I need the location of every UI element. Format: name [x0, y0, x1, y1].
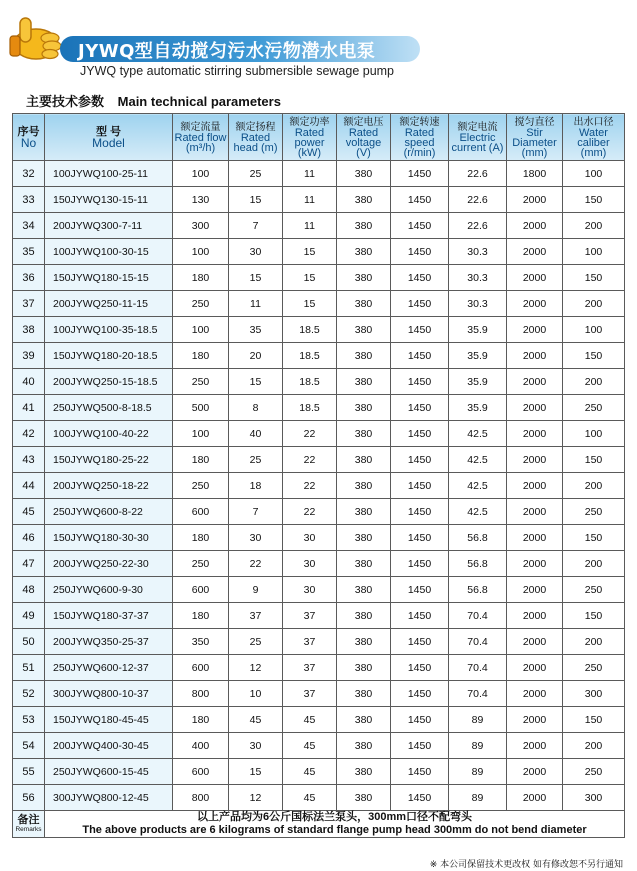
- table-row: [13, 759, 625, 785]
- cell-stir-diameter: 2000: [507, 525, 563, 551]
- cell-voltage: 380: [337, 473, 391, 499]
- table-row: [13, 473, 625, 499]
- cell-stir-diameter: 2000: [507, 473, 563, 499]
- cell-current: 70.4: [449, 629, 507, 655]
- cell-model: 200JYWQ250-18-22: [45, 473, 173, 499]
- cell-model: 250JYWQ500-8-18.5: [45, 395, 173, 421]
- cell-stir-diameter: 2000: [507, 785, 563, 811]
- cell-no: 53: [13, 707, 45, 733]
- cell-stir-diameter: 2000: [507, 629, 563, 655]
- cell-current: 42.5: [449, 499, 507, 525]
- cell-no: 42: [13, 421, 45, 447]
- cell-water-caliber: 150: [563, 525, 625, 551]
- cell-no: 47: [13, 551, 45, 577]
- cell-water-caliber: 150: [563, 707, 625, 733]
- cell-model: 100JYWQ100-35-18.5: [45, 317, 173, 343]
- cell-no: 44: [13, 473, 45, 499]
- cell-model: 150JYWQ180-20-18.5: [45, 343, 173, 369]
- cell-no: 54: [13, 733, 45, 759]
- cell-head: 12: [229, 785, 283, 811]
- cell-power: 22: [283, 447, 337, 473]
- cell-stir-diameter: 2000: [507, 187, 563, 213]
- cell-head: 25: [229, 161, 283, 187]
- cell-head: 35: [229, 317, 283, 343]
- cell-speed: 1450: [391, 161, 449, 187]
- cell-model: 250JYWQ600-8-22: [45, 499, 173, 525]
- table-row: [13, 785, 625, 811]
- cell-no: 35: [13, 239, 45, 265]
- cell-voltage: 380: [337, 785, 391, 811]
- cell-water-caliber: 200: [563, 369, 625, 395]
- cell-voltage: 380: [337, 525, 391, 551]
- cell-head: 45: [229, 707, 283, 733]
- cell-model: 250JYWQ600-15-45: [45, 759, 173, 785]
- cell-water-caliber: 250: [563, 499, 625, 525]
- cell-head: 10: [229, 681, 283, 707]
- cell-current: 70.4: [449, 681, 507, 707]
- table-row: [13, 499, 625, 525]
- cell-head: 15: [229, 265, 283, 291]
- cell-power: 22: [283, 499, 337, 525]
- cell-speed: 1450: [391, 499, 449, 525]
- cell-flow: 600: [173, 577, 229, 603]
- cell-no: 52: [13, 681, 45, 707]
- cell-no: 55: [13, 759, 45, 785]
- cell-current: 56.8: [449, 551, 507, 577]
- cell-no: 48: [13, 577, 45, 603]
- cell-stir-diameter: 2000: [507, 551, 563, 577]
- cell-speed: 1450: [391, 343, 449, 369]
- cell-speed: 1450: [391, 733, 449, 759]
- table-row: [13, 265, 625, 291]
- cell-no: 56: [13, 785, 45, 811]
- table-row: [13, 161, 625, 187]
- cell-head: 18: [229, 473, 283, 499]
- cell-voltage: 380: [337, 681, 391, 707]
- table-row: [13, 733, 625, 759]
- cell-speed: 1450: [391, 629, 449, 655]
- cell-current: 89: [449, 785, 507, 811]
- cell-speed: 1450: [391, 681, 449, 707]
- table-row: [13, 577, 625, 603]
- cell-no: 33: [13, 187, 45, 213]
- cell-stir-diameter: 2000: [507, 421, 563, 447]
- cell-water-caliber: 250: [563, 759, 625, 785]
- column-header-voltage: 额定电压 Rated voltage (V): [337, 114, 391, 161]
- column-header-current: 额定电流 Electric current (A): [449, 114, 507, 161]
- table-row: [13, 187, 625, 213]
- cell-power: 15: [283, 239, 337, 265]
- table-row: [13, 681, 625, 707]
- cell-speed: 1450: [391, 525, 449, 551]
- cell-model: 150JYWQ180-45-45: [45, 707, 173, 733]
- cell-power: 18.5: [283, 395, 337, 421]
- cell-voltage: 380: [337, 291, 391, 317]
- cell-head: 11: [229, 291, 283, 317]
- page-subtitle: JYWQ type automatic stirring submersible sewage pump: [80, 64, 395, 78]
- cell-head: 15: [229, 759, 283, 785]
- column-header-head: 额定扬程 Rated head (m): [229, 114, 283, 161]
- cell-current: 22.6: [449, 187, 507, 213]
- table-row: [13, 317, 625, 343]
- cell-stir-diameter: 2000: [507, 343, 563, 369]
- cell-model: 200JYWQ250-15-18.5: [45, 369, 173, 395]
- cell-no: 34: [13, 213, 45, 239]
- cell-current: 35.9: [449, 395, 507, 421]
- cell-water-caliber: 150: [563, 343, 625, 369]
- column-header-flow: 额定流量 Rated flow (m³/h): [173, 114, 229, 161]
- cell-voltage: 380: [337, 759, 391, 785]
- table-row: [13, 291, 625, 317]
- cell-water-caliber: 200: [563, 551, 625, 577]
- cell-current: 22.6: [449, 161, 507, 187]
- cell-power: 37: [283, 655, 337, 681]
- table-header-row: [13, 114, 625, 161]
- section-heading-en: Main technical parameters: [117, 94, 281, 109]
- cell-no: 37: [13, 291, 45, 317]
- cell-model: 300JYWQ800-10-37: [45, 681, 173, 707]
- cell-voltage: 380: [337, 213, 391, 239]
- cell-power: 37: [283, 603, 337, 629]
- remarks-label: 备注 Remarks: [13, 811, 45, 838]
- column-header-speed: 额定转速 Rated speed (r/min): [391, 114, 449, 161]
- cell-flow: 180: [173, 603, 229, 629]
- footer-note: ※ 本公司保留技术更改权 如有修改恕不另行通知: [429, 860, 623, 870]
- cell-model: 200JYWQ400-30-45: [45, 733, 173, 759]
- cell-current: 42.5: [449, 473, 507, 499]
- column-header-stir-diameter: 搅匀直径 Stir Diameter (mm): [507, 114, 563, 161]
- cell-voltage: 380: [337, 239, 391, 265]
- cell-voltage: 380: [337, 733, 391, 759]
- cell-flow: 500: [173, 395, 229, 421]
- cell-current: 42.5: [449, 421, 507, 447]
- cell-stir-diameter: 2000: [507, 577, 563, 603]
- cell-speed: 1450: [391, 369, 449, 395]
- cell-flow: 100: [173, 421, 229, 447]
- cell-current: 89: [449, 759, 507, 785]
- cell-water-caliber: 150: [563, 603, 625, 629]
- page-title: JYWQ型自动搅匀污水污物潜水电泵: [78, 41, 376, 62]
- cell-power: 22: [283, 473, 337, 499]
- cell-flow: 400: [173, 733, 229, 759]
- cell-current: 30.3: [449, 239, 507, 265]
- cell-power: 37: [283, 681, 337, 707]
- cell-flow: 300: [173, 213, 229, 239]
- cell-power: 18.5: [283, 369, 337, 395]
- cell-head: 40: [229, 421, 283, 447]
- cell-head: 8: [229, 395, 283, 421]
- cell-voltage: 380: [337, 161, 391, 187]
- table-row: [13, 447, 625, 473]
- cell-speed: 1450: [391, 395, 449, 421]
- cell-head: 12: [229, 655, 283, 681]
- cell-speed: 1450: [391, 317, 449, 343]
- section-heading-cn: 主要技术参数: [26, 94, 105, 109]
- table-row: [13, 603, 625, 629]
- cell-no: 51: [13, 655, 45, 681]
- cell-flow: 250: [173, 551, 229, 577]
- cell-voltage: 380: [337, 551, 391, 577]
- cell-current: 35.9: [449, 343, 507, 369]
- cell-model: 150JYWQ180-15-15: [45, 265, 173, 291]
- cell-model: 150JYWQ180-30-30: [45, 525, 173, 551]
- cell-stir-diameter: 1800: [507, 161, 563, 187]
- cell-flow: 350: [173, 629, 229, 655]
- cell-head: 15: [229, 187, 283, 213]
- cell-speed: 1450: [391, 213, 449, 239]
- cell-stir-diameter: 2000: [507, 317, 563, 343]
- table-row: [13, 655, 625, 681]
- cell-power: 15: [283, 265, 337, 291]
- table-row: [13, 343, 625, 369]
- cell-model: 200JYWQ250-11-15: [45, 291, 173, 317]
- section-heading: [26, 91, 281, 110]
- cell-speed: 1450: [391, 187, 449, 213]
- table-row: [13, 525, 625, 551]
- cell-flow: 100: [173, 161, 229, 187]
- cell-current: 30.3: [449, 291, 507, 317]
- table-row: [13, 707, 625, 733]
- cell-voltage: 380: [337, 395, 391, 421]
- cell-power: 30: [283, 577, 337, 603]
- cell-stir-diameter: 2000: [507, 733, 563, 759]
- cell-no: 36: [13, 265, 45, 291]
- cell-voltage: 380: [337, 707, 391, 733]
- cell-current: 22.6: [449, 213, 507, 239]
- cell-current: 30.3: [449, 265, 507, 291]
- table-row: [13, 239, 625, 265]
- cell-flow: 100: [173, 317, 229, 343]
- cell-water-caliber: 100: [563, 421, 625, 447]
- cell-stir-diameter: 2000: [507, 291, 563, 317]
- cell-speed: 1450: [391, 551, 449, 577]
- cell-no: 49: [13, 603, 45, 629]
- cell-speed: 1450: [391, 577, 449, 603]
- cell-no: 43: [13, 447, 45, 473]
- cell-head: 15: [229, 369, 283, 395]
- cell-flow: 250: [173, 291, 229, 317]
- cell-flow: 180: [173, 707, 229, 733]
- cell-flow: 800: [173, 785, 229, 811]
- thumbs-up-hand-icon: [6, 14, 68, 64]
- cell-voltage: 380: [337, 421, 391, 447]
- cell-water-caliber: 100: [563, 239, 625, 265]
- cell-flow: 180: [173, 265, 229, 291]
- cell-speed: 1450: [391, 655, 449, 681]
- cell-current: 56.8: [449, 525, 507, 551]
- cell-power: 22: [283, 421, 337, 447]
- cell-no: 39: [13, 343, 45, 369]
- cell-power: 45: [283, 707, 337, 733]
- cell-flow: 180: [173, 343, 229, 369]
- cell-water-caliber: 300: [563, 681, 625, 707]
- cell-current: 70.4: [449, 603, 507, 629]
- cell-water-caliber: 150: [563, 447, 625, 473]
- cell-power: 11: [283, 213, 337, 239]
- cell-stir-diameter: 2000: [507, 759, 563, 785]
- cell-water-caliber: 250: [563, 655, 625, 681]
- cell-flow: 250: [173, 369, 229, 395]
- cell-model: 250JYWQ600-9-30: [45, 577, 173, 603]
- cell-voltage: 380: [337, 317, 391, 343]
- cell-stir-diameter: 2000: [507, 213, 563, 239]
- cell-speed: 1450: [391, 421, 449, 447]
- cell-current: 35.9: [449, 369, 507, 395]
- cell-water-caliber: 200: [563, 291, 625, 317]
- table-row: [13, 421, 625, 447]
- cell-model: 300JYWQ800-12-45: [45, 785, 173, 811]
- cell-speed: 1450: [391, 603, 449, 629]
- cell-flow: 800: [173, 681, 229, 707]
- cell-voltage: 380: [337, 577, 391, 603]
- cell-water-caliber: 100: [563, 317, 625, 343]
- cell-power: 30: [283, 525, 337, 551]
- table-row: [13, 213, 625, 239]
- cell-stir-diameter: 2000: [507, 265, 563, 291]
- cell-flow: 600: [173, 655, 229, 681]
- cell-speed: 1450: [391, 291, 449, 317]
- cell-water-caliber: 250: [563, 577, 625, 603]
- cell-no: 50: [13, 629, 45, 655]
- cell-head: 22: [229, 551, 283, 577]
- column-header-power: 额定功率 Rated power (kW): [283, 114, 337, 161]
- cell-current: 42.5: [449, 447, 507, 473]
- cell-speed: 1450: [391, 265, 449, 291]
- cell-model: 150JYWQ180-37-37: [45, 603, 173, 629]
- cell-no: 40: [13, 369, 45, 395]
- cell-head: 30: [229, 733, 283, 759]
- cell-water-caliber: 200: [563, 213, 625, 239]
- cell-model: 200JYWQ250-22-30: [45, 551, 173, 577]
- cell-stir-diameter: 2000: [507, 499, 563, 525]
- cell-model: 200JYWQ350-25-37: [45, 629, 173, 655]
- cell-voltage: 380: [337, 447, 391, 473]
- cell-flow: 130: [173, 187, 229, 213]
- cell-model: 150JYWQ180-25-22: [45, 447, 173, 473]
- cell-power: 45: [283, 733, 337, 759]
- cell-voltage: 380: [337, 369, 391, 395]
- cell-stir-diameter: 2000: [507, 447, 563, 473]
- cell-head: 9: [229, 577, 283, 603]
- table-row: [13, 395, 625, 421]
- cell-current: 89: [449, 733, 507, 759]
- cell-model: 100JYWQ100-40-22: [45, 421, 173, 447]
- cell-water-caliber: 300: [563, 785, 625, 811]
- cell-stir-diameter: 2000: [507, 681, 563, 707]
- cell-stir-diameter: 2000: [507, 603, 563, 629]
- cell-water-caliber: 200: [563, 473, 625, 499]
- cell-power: 45: [283, 785, 337, 811]
- cell-current: 70.4: [449, 655, 507, 681]
- cell-speed: 1450: [391, 785, 449, 811]
- cell-current: 56.8: [449, 577, 507, 603]
- cell-no: 45: [13, 499, 45, 525]
- cell-head: 20: [229, 343, 283, 369]
- cell-model: 200JYWQ300-7-11: [45, 213, 173, 239]
- cell-power: 11: [283, 187, 337, 213]
- cell-flow: 600: [173, 759, 229, 785]
- cell-no: 32: [13, 161, 45, 187]
- cell-voltage: 380: [337, 265, 391, 291]
- cell-speed: 1450: [391, 447, 449, 473]
- cell-water-caliber: 100: [563, 161, 625, 187]
- remarks-text: 以上产品均为6公斤国标法兰泵头，300mm口径不配弯头 The above products are 6 kilograms of standard flange pump head 300mm do not bend diameter: [45, 811, 625, 838]
- cell-water-caliber: 200: [563, 733, 625, 759]
- cell-voltage: 380: [337, 603, 391, 629]
- cell-current: 35.9: [449, 317, 507, 343]
- cell-speed: 1450: [391, 239, 449, 265]
- cell-flow: 180: [173, 525, 229, 551]
- cell-stir-diameter: 2000: [507, 655, 563, 681]
- column-header-water-caliber: 出水口径 Water caliber (mm): [563, 114, 625, 161]
- cell-speed: 1450: [391, 707, 449, 733]
- table-row: [13, 629, 625, 655]
- cell-voltage: 380: [337, 629, 391, 655]
- table-row: [13, 369, 625, 395]
- cell-flow: 600: [173, 499, 229, 525]
- cell-no: 46: [13, 525, 45, 551]
- cell-head: 7: [229, 213, 283, 239]
- cell-model: 250JYWQ600-12-37: [45, 655, 173, 681]
- cell-power: 15: [283, 291, 337, 317]
- cell-power: 45: [283, 759, 337, 785]
- cell-stir-diameter: 2000: [507, 395, 563, 421]
- cell-water-caliber: 150: [563, 187, 625, 213]
- cell-power: 37: [283, 629, 337, 655]
- cell-head: 30: [229, 525, 283, 551]
- cell-head: 30: [229, 239, 283, 265]
- cell-head: 7: [229, 499, 283, 525]
- cell-model: 100JYWQ100-30-15: [45, 239, 173, 265]
- column-header-model: 型 号 Model: [45, 114, 173, 161]
- table-row: [13, 551, 625, 577]
- remarks-row: [13, 811, 625, 838]
- cell-no: 41: [13, 395, 45, 421]
- cell-speed: 1450: [391, 473, 449, 499]
- cell-model: 100JYWQ100-25-11: [45, 161, 173, 187]
- cell-power: 18.5: [283, 343, 337, 369]
- cell-head: 25: [229, 629, 283, 655]
- cell-power: 30: [283, 551, 337, 577]
- cell-current: 89: [449, 707, 507, 733]
- cell-voltage: 380: [337, 343, 391, 369]
- cell-flow: 100: [173, 239, 229, 265]
- cell-stir-diameter: 2000: [507, 707, 563, 733]
- cell-stir-diameter: 2000: [507, 239, 563, 265]
- parameters-table: [12, 113, 625, 838]
- cell-power: 18.5: [283, 317, 337, 343]
- cell-water-caliber: 200: [563, 629, 625, 655]
- cell-no: 38: [13, 317, 45, 343]
- cell-model: 150JYWQ130-15-11: [45, 187, 173, 213]
- cell-head: 37: [229, 603, 283, 629]
- cell-voltage: 380: [337, 499, 391, 525]
- table-body: [13, 161, 625, 811]
- column-header-no: 序号 No: [13, 114, 45, 161]
- cell-head: 25: [229, 447, 283, 473]
- cell-voltage: 380: [337, 655, 391, 681]
- cell-stir-diameter: 2000: [507, 369, 563, 395]
- cell-water-caliber: 150: [563, 265, 625, 291]
- cell-power: 11: [283, 161, 337, 187]
- cell-water-caliber: 250: [563, 395, 625, 421]
- cell-speed: 1450: [391, 759, 449, 785]
- cell-flow: 180: [173, 447, 229, 473]
- cell-flow: 250: [173, 473, 229, 499]
- cell-voltage: 380: [337, 187, 391, 213]
